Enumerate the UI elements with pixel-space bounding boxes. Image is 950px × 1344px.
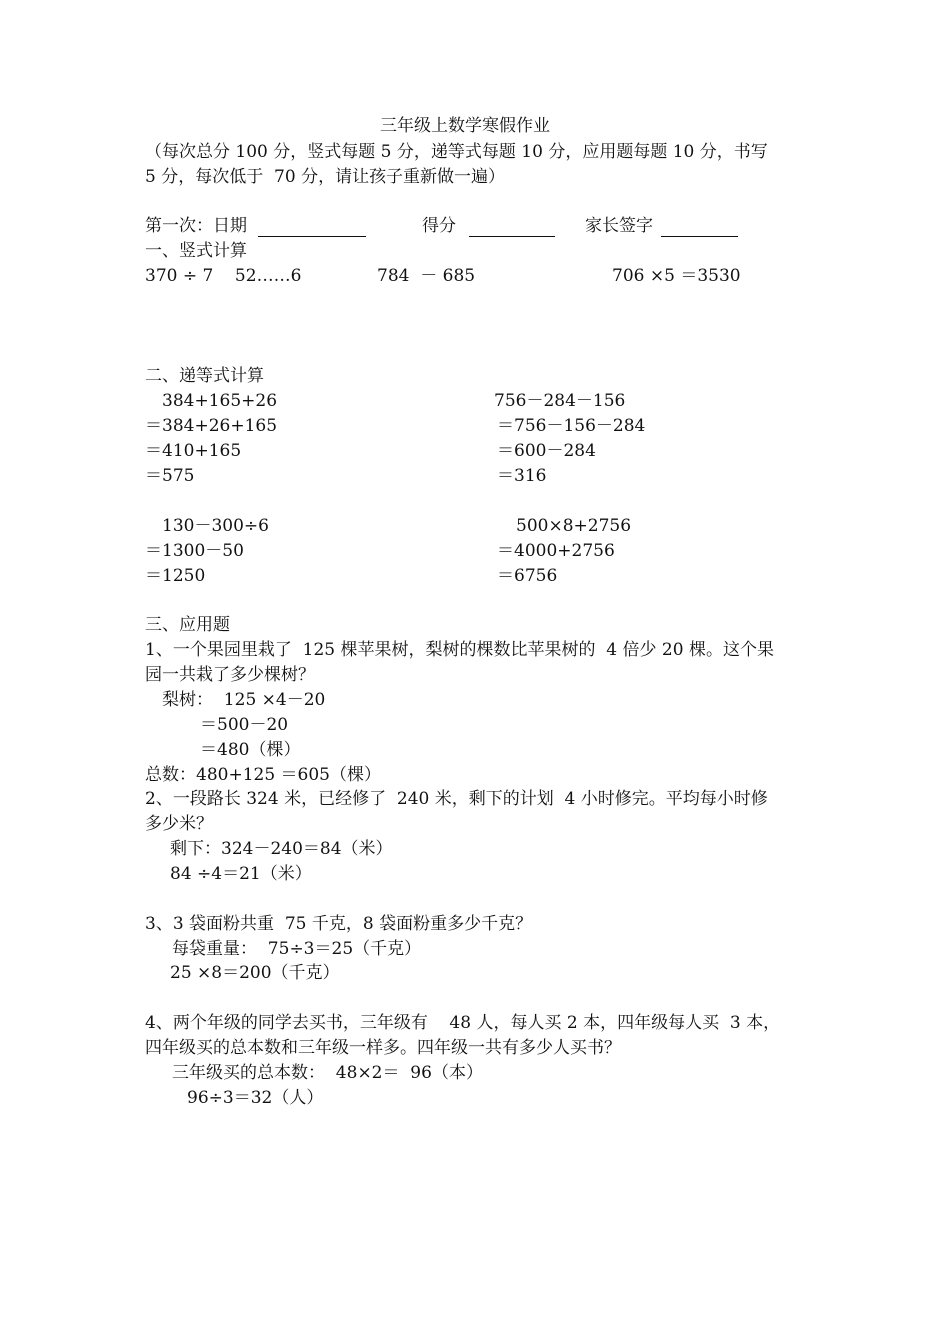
answer-line: 总数：480+125 ＝605（棵） — [145, 765, 381, 785]
vertical-problem: 784 － 685 — [377, 266, 476, 286]
section-heading: 一、竖式计算 — [145, 241, 247, 261]
question-text: 四年级买的总本数和三年级一样多。四年级一共有多少人买书？ — [145, 1038, 621, 1058]
answer-line: 96÷3＝32（人） — [187, 1088, 324, 1108]
step-line: 130－300÷6 — [162, 516, 269, 536]
vertical-problem: 706 ×5 ＝3530 — [612, 266, 741, 286]
date-blank — [258, 236, 366, 237]
section-heading: 三、应用题 — [145, 615, 230, 635]
step-line: ＝575 — [145, 466, 195, 486]
step-line: 756－284－156 — [494, 391, 626, 411]
question-text: 3、3 袋面粉共重 75 千克，8 袋面粉重多少千克？ — [145, 914, 533, 934]
answer-line: 每袋重量： 75÷3＝25（千克） — [172, 939, 422, 959]
signature-label: 家长签字 — [585, 216, 653, 236]
answer-line: 梨树： 125 ×4－20 — [162, 690, 326, 710]
answer-line: ＝500－20 — [200, 715, 289, 735]
step-line: ＝316 — [497, 466, 547, 486]
step-line: ＝1300－50 — [145, 541, 244, 561]
answer-line: 三年级买的总本数： 48×2＝ 96（本） — [172, 1063, 483, 1083]
step-line: ＝600－284 — [497, 441, 596, 461]
step-line: 384+165+26 — [162, 391, 278, 411]
question-text: 2、一段路长 324 米，已经修了 240 米，剩下的计划 4 小时修完。平均每小时修 — [145, 789, 768, 809]
question-text: 4、两个年级的同学去买书，三年级有 48 人，每人买 2 本，四年级每人买 3 本， — [145, 1013, 781, 1033]
score-label: 得分 — [422, 216, 456, 236]
score-blank — [469, 236, 555, 237]
page-title: 三年级上数学寒假作业 — [380, 116, 550, 136]
section-heading: 二、递等式计算 — [145, 366, 264, 386]
step-line: ＝756－156－284 — [497, 416, 646, 436]
question-text: 园一共栽了多少棵树？ — [145, 665, 315, 685]
step-line: ＝1250 — [145, 566, 206, 586]
intro-line: 5 分，每次低于 70 分，请让孩子重新做一遍） — [145, 167, 506, 187]
date-label: 第一次：日期 — [145, 216, 247, 236]
answer-line: 84 ÷4＝21（米） — [170, 864, 312, 884]
answer-line: 剩下：324－240＝84（米） — [170, 839, 393, 859]
question-text: 多少米？ — [145, 814, 213, 834]
intro-line: （每次总分 100 分，竖式每题 5 分，递等式每题 10 分，应用题每题 10 分，书写 — [145, 142, 768, 162]
answer-line: ＝480（棵） — [200, 740, 301, 760]
vertical-problem: 370 ÷ 7 52……6 — [145, 266, 302, 286]
answer-line: 25 ×8＝200（千克） — [170, 963, 340, 983]
step-line: ＝410+165 — [145, 441, 242, 461]
step-line: ＝6756 — [497, 566, 558, 586]
question-text: 1、一个果园里栽了 125 棵苹果树，梨树的棵数比苹果树的 4 倍少 20 棵。这个果 — [145, 640, 774, 660]
step-line: ＝4000+2756 — [497, 541, 615, 561]
step-line: 500×8+2756 — [516, 516, 632, 536]
step-line: ＝384+26+165 — [145, 416, 278, 436]
signature-blank — [661, 236, 738, 237]
